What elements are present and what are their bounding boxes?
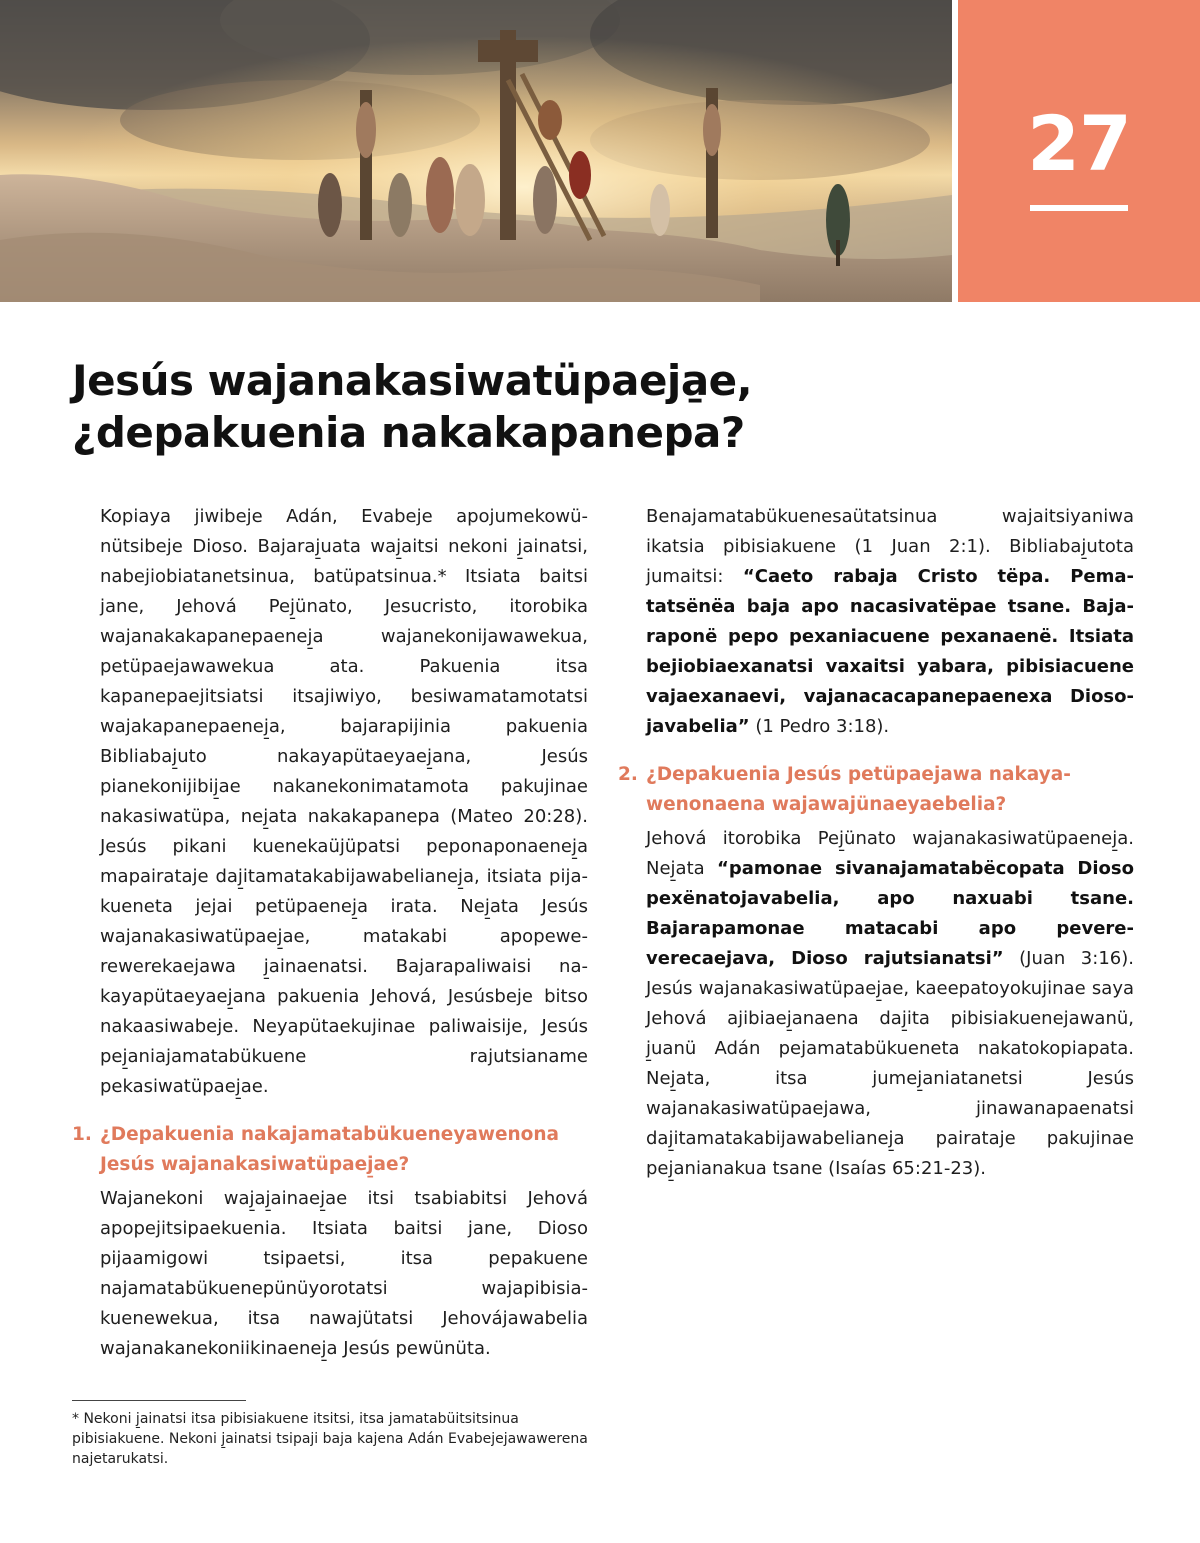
question-2-number: 2. [618,764,638,785]
answer-1-paragraph: Wajanekoni waj̱aj̱ainaej̱ae itsi tsabiabitsi Jehová apopejitsipaekuenia. Itsiata baitsi jane, Dioso pijaamigowi tsipaetsi, itsa pepakuene najamatabükuenepünüyorotatsi wajapibisiakuenewekua, itsa nawajütatsi Jehovájawabelia wajanakanekoniikinaenej̱a Jesús pewünüta. [100,1188,588,1359]
crucifixion-scene-illustration [0,0,952,302]
answer-2-paragraph [646,824,1134,1184]
answer-2-scripture-quote: “pamonae sivanajamatabëcopata Dioso pexënatojavabelia, apo naxuabi tsane. Bajarapamonae matacabi apo pevereverecaejava, Dioso rajutsianatsi” [646,858,1134,969]
question-1 [72,1120,588,1180]
page-title-line-2: ¿depakuenia nakakapanepa? [72,408,745,457]
lesson-number-badge [958,0,1200,302]
answer-2-rest: (Juan 3:16). Jesús wajanakasiwatüpaej̱ae, kaeepatoyokujinae saya Jehová ajibiaej̱anaena daj̱ita pibisiakuenejawanü, j̱uanü Adán pejamatabükueneta nakatokopiapata. Nej̱ata, itsa jumej̱aniatanetsi Jesús wajanakasiwatüpaejawa, jinawanapaenatsi daj̱itamatakabijawabelianej̱a pairataje pakujinae pej̱anianakua tsane (Isaías 65:21-23). [646,948,1134,1179]
question-2-text: ¿Depakuenia Jesús petüpaejawa nakayawenonaena wajawajünaeyaebelia? [646,764,1071,815]
intro-paragraph: Kopiaya jiwibeje Adán, Evabeje apojumekowünütsibeje Dioso. Bajaraj̱uata waj̱aitsi nekoni j̱ainatsi, nabejiobiatanetsinua, batüpatsinua.* Itsiata baitsi jane, Jehová Pej̱ünato, Jesucristo, itorobika wajanakakapanepaenej̱a wajanekonijawawekua, petüpaejawawekua ata. Pakuenia itsa kapanepaejitsiatsi itsajiwiyo, besiwamatamotatsi wajakapanepaenej̱a, bajarapijinia pakuenia Bibliabaj̱uto nakayapütaeyaej̱ana, Jesús pianekonijibij̱ae nakanekonimatamota pakujinae nakasiwatüpa, nej̱ata nakakapanepa (Mateo 20:28). Jesús pikani kuenekaüjüpatsi peponaponaenej̱a mapairataje daj̱itamatakabijawabelianej̱a, itsiata pijakueneta jejai petüpaenej̱a irata. Nej̱ata Jesús wajanakasiwatüpaej̱ae, matakabi apopewerewerekaejawa j̱ainaenatsi. Bajarapaliwaisi nakayapütaeyaej̱ana pakuenia Jehová, Jesúsbeje bitso nakaasiwabeje. Neyapütaekujinae paliwaisije, Jesús pej̱aniajamatabükuene rajutsianame pekasiwatüpaej̱ae. [100,506,588,1097]
badge-divider [1030,205,1128,211]
answer-2-start: Jehová itorobika Pej̱ünato wajanakasiwatüpaenej̱a. Nej̱ata [646,828,1134,879]
answer-1-continued-text: Benajamatabükuenesaütatsinua wajaitsiyaniwa ikatsia pibisiakuene (1 Juan 2:1). Bibliabaj̱utota jumaitsi: [646,506,1134,587]
header-illustration [0,0,952,302]
page-title [72,355,1152,459]
footnote-divider [72,1400,246,1401]
lesson-number: 27 [1027,99,1131,188]
question-1-text: ¿Depakuenia nakajamatabükueneyawenona Jesús wajanakasiwatüpaej̱ae? [100,1124,560,1175]
answer-1-continued [646,502,1134,742]
answer-1-scripture-quote: “Caeto rabaja Cristo tëpa. Pematatsënëa baja apo nacasivatëpae tsane. Bajaraponë pepo pexaniacuene pexanaenë. Itsiata bejiobiaexanatsi vaxaitsi yabara, pibisiacuene vajaexanaevi, vajanacacapanepaenexa Diosojavabelia” [646,566,1134,737]
right-column [618,502,1134,1184]
answer-1-scripture-reference: (1 Pedro 3:18). [755,716,890,737]
left-column [72,502,588,1364]
footnote: * Nekoni j̱ainatsi itsa pibisiakuene itsitsi, itsa jamatabüitsitsinua pibisiakuene. Nekoni j̱ainatsi tsipaji baja kajena Adán Evabejejawawerena najetarukatsi. [72,1411,588,1467]
question-1-number: 1. [72,1124,92,1145]
page-title-line-1: Jesús wajanakasiwatüpaeja̱e, [72,356,753,405]
question-2 [618,760,1134,820]
